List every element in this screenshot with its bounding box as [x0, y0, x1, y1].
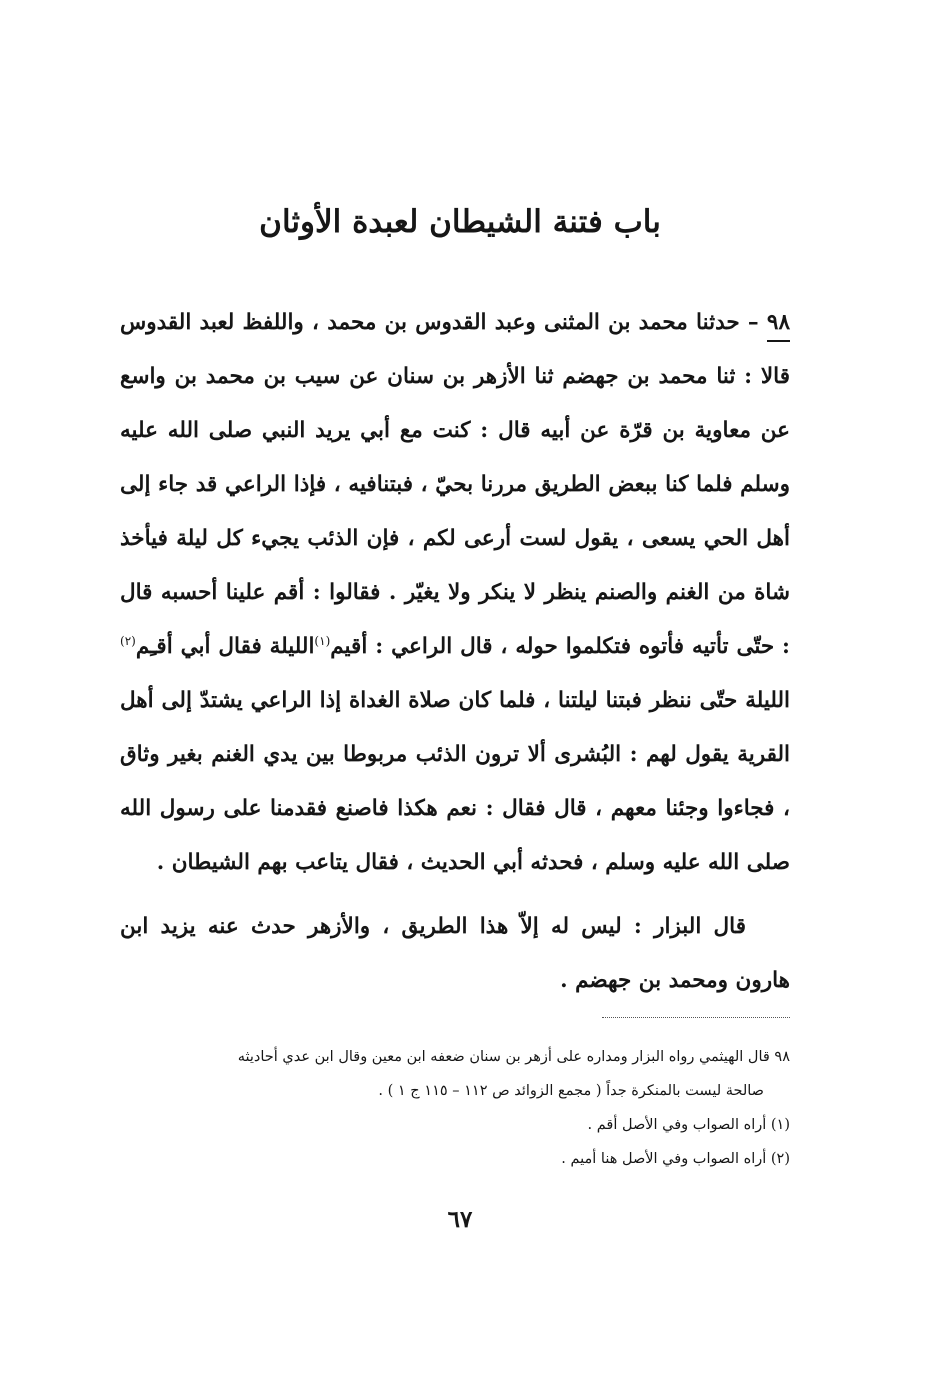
- footnote-98-line-1: ٩٨ قال الهيثمي رواه البزار ومداره على أزهر بن سنان ضعفه ابن معين وقال ابن عدي أحاديثه: [237, 1049, 790, 1065]
- hadith-text-part-3: الليلة حتّى ننظر فبتنا ليلتنا ، فلما كان صلاة الغداة إذا الراعي يشتدّ إلى أهل القرية يقول لهم : البُشرى ألا ترون الذئب مربوطا بين يدي الغنم بغير وثاق ، فجاءوا وجئنا معهم ، قال فقال : نعم هكذا فاصنع فقدمنا على رسول الله صلى الله عليه وسلم ، فحدثه أبي الحديث ، فقال يتاعب بهم الشيطان .: [120, 688, 790, 875]
- hadith-text-part-2: الليلة فقال أبي أقـِم: [135, 634, 315, 659]
- footnotes-section: [120, 1040, 790, 1176]
- hadith-text-part-1: – حدثنا محمد بن المثنى وعبد القدوس بن محمد ، واللفظ لعبد القدوس قالا : ثنا محمد بن جهضم ثنا الأزهر بن سنان عن سيب بن محمد بن واسع عن معاوية بن قرّة عن أبيه قال : كنت مع أبي يريد النبي صلى الله عليه وسلم فلما كنا ببعض الطريق مررنا بحيّ ، فبتنافيه ، فإذا الراعي قد جاء إلى أهل الحي يسعى ، يقول لست أرعى لكم ، فإن الذئب يجيء كل ليلة فيأخذ شاة من الغنم والصنم ينظر لا ينكر ولا يغيّر . فقالوا : أقم علينا أحسبه قال : حتّى تأتيه فأتوه فتكلموا حوله ، قال الراعي : أقيم: [120, 310, 790, 659]
- footnote-separator: [602, 1017, 790, 1018]
- footnote-marker-1: (١): [314, 633, 331, 648]
- page-number: ٦٧: [447, 1206, 473, 1233]
- footnote-marker-2: (٢): [120, 633, 136, 648]
- bazzar-commentary: قال البزار : ليس له إلاّ هذا الطريق ، والأزهر حدث عنه يزيد ابن هارون ومحمد بن جهضم .: [120, 914, 790, 993]
- footnote-1: (١) أراه الصواب وفي الأصل أقم .: [587, 1117, 790, 1133]
- hadith-number: ٩٨: [767, 308, 790, 342]
- footnote-98-line-2: صالحة ليست بالمنكرة جداً ( مجمع الزوائد ص ١١٢ – ١١٥ ج ١ ) .: [378, 1083, 764, 1099]
- footnote-2: (٢) أراه الصواب وفي الأصل هنا أميم .: [561, 1151, 790, 1167]
- hadith-paragraph: [120, 296, 790, 890]
- chapter-title: باب فتنة الشيطان لعبدة الأوثان: [259, 204, 661, 240]
